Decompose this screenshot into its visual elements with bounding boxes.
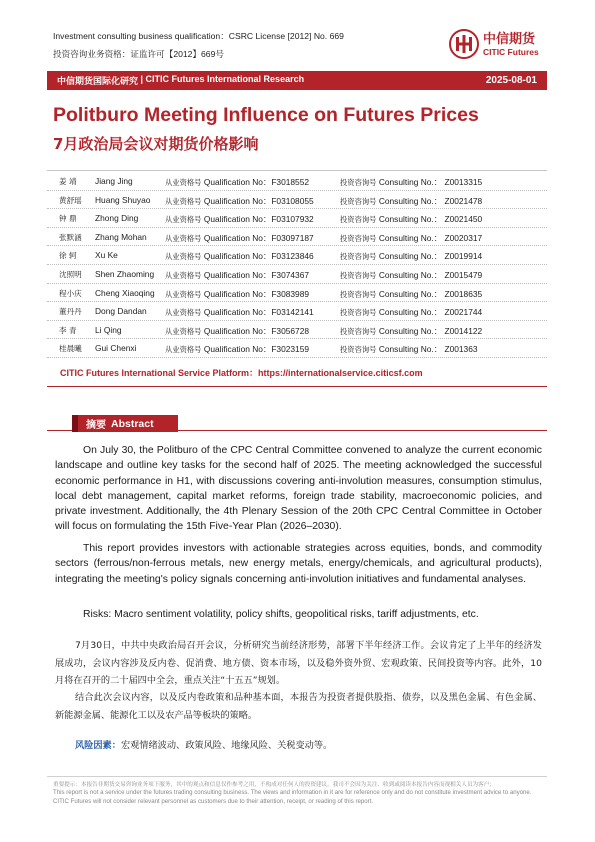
analyst-qualification: 从业资格号 Qualification No：F3083989 [165,288,310,299]
analyst-name-cn: 张默涵 [59,232,82,242]
abstract-cn-paragraph-1: 7月30日，中共中央政治局召开会议，分析研究当前经济形势，部署下半年经济工作。会议肯定了上半年的经济发展成功，会议内容涉及反内卷、促消费、地方债、资本市场，以及稳外资外贸、宏观政策、民间投资等内容。此外，10月将在召开的二十届四中全会，重点关注“十五五”规划。 [55,640,542,686]
analyst-consulting: 投资咨询号 Consulting No.： Z0013315 [340,177,483,187]
analyst-row [47,246,547,265]
analyst-consulting: 投资咨询号 Consulting No.： Z0014122 [340,325,483,336]
analyst-row [47,302,547,321]
analyst-consulting: 投资咨询号 Consulting No.： Z0021744 [340,307,483,318]
platform-link[interactable]: CITIC Futures International Service Platform：https://internationalservice.citicsf.com [60,368,423,378]
report-title-en: Politburo Meeting Influence on Futures Prices [53,104,479,126]
abstract-tab-edge [72,415,78,432]
citic-futures-logo [449,27,559,61]
analyst-name-en: Dong Dandan [95,306,147,317]
analyst-consulting: 投资咨询号 Consulting No.： Z0021450 [340,214,483,225]
abstract-tab-en: Abstract [111,417,154,430]
disclaimer [53,781,543,806]
analyst-name-en: Cheng Xiaoqing [95,287,155,298]
abstract-risks: Risks: Macro sentiment volatility, policy shifts, geopolitical risks, tariff adjustments, etc. [83,609,479,620]
analyst-row [47,321,547,340]
analyst-name-cn: 钟 鼎 [59,214,77,224]
abstract-paragraph-1: On July 30, the Politburo of the CPC Central Committee convened to analyze the current economic landscape and outline key tasks for the second half of 2025. The meeting acknowledged the successful economic performance in H1, with discussions covering anti-involution measures, consumption stimulus, local debt management, capital market reforms, foreign trade stability, macroeconomic policies, and private investment. Additionally, the 4th Plenary Session of the 20th CPC Central Committee in October will focus on formulating the 15th Five-Year Plan (2026–2030). [55,445,542,533]
footer-rule [47,776,547,777]
analyst-name-en: Gui Chenxi [95,343,137,354]
analyst-qualification: 从业资格号 Qualification No：F3056728 [165,325,310,336]
analyst-row [47,284,547,303]
analyst-consulting: 投资咨询号 Consulting No.： Z001363 [340,344,478,355]
analyst-name-en: Shen Zhaoming [95,268,155,279]
analyst-row [47,339,547,358]
abstract-tab-cn: 摘要 [86,420,106,431]
analyst-list [47,172,547,358]
analyst-row [47,265,547,284]
analyst-qualification: 从业资格号 Qualification No：F03123846 [165,251,314,262]
analyst-consulting: 投资咨询号 Consulting No.： Z0021478 [340,195,483,206]
analyst-row [47,209,547,228]
abstract-paragraph-2: This report provides investors with actionable strategies across equities, bonds, and commodity sectors (ferrous/non-ferrous metals, new energy metals, energy/chemicals, and agricultural products), integrating the meeting's policy signals concerning anti-involution initiatives and fundamental analyses. [55,543,542,585]
analyst-name-cn: 桂晨曦 [59,344,82,354]
analyst-name-en: Zhang Mohan [95,231,147,242]
analyst-name-cn: 李 青 [59,325,77,335]
logo-en-text: CITIC Futures [483,46,539,57]
analyst-consulting: 投资咨询号 Consulting No.： Z0018635 [340,288,483,299]
analyst-qualification: 从业资格号 Qualification No：F03142141 [165,307,314,318]
report-title-cn: 7月政治局会议对期货价格影响 [53,135,259,153]
analyst-name-en: Jiang Jing [95,176,133,186]
disclaimer-cn: 重要提示：本报告非期货交易咨询业务项下服务，其中的观点和信息仅作参考之用，不构成对任何人的投资建议。我司不会因为关注、收到或阅读本报告内容而视相关人员为客户； [53,782,495,788]
analyst-qualification: 从业资格号 Qualification No：F03097187 [165,232,314,243]
analyst-name-en: Huang Shuyao [95,194,151,205]
analyst-name-cn: 程小庆 [59,288,82,298]
banner-title-en: CITIC Futures International Research [145,74,305,84]
analyst-name-en: Zhong Ding [95,213,139,224]
analyst-name-en: Li Qing [95,324,122,335]
analyst-qualification: 从业资格号 Qualification No：F3018552 [165,177,310,187]
analyst-qualification: 从业资格号 Qualification No：F3023159 [165,344,310,355]
abstract-cn-risks [55,737,542,755]
logo-cn-text: 中信期货 [483,31,536,47]
analyst-consulting: 投资咨询号 Consulting No.： Z0020317 [340,232,483,243]
title-divider [47,170,547,171]
qualification-en: Investment consulting business qualification：CSRC License [2012] No. 669 [53,31,344,41]
analyst-consulting: 投资咨询号 Consulting No.： Z0015479 [340,269,483,280]
risk-factors-text: 宏观情绪波动、政策风险、地缘风险、关税变动等。 [120,740,333,751]
analyst-name-cn: 黄舒瑶 [59,195,82,205]
banner-separator: | [138,74,146,84]
abstract-tab [72,415,178,432]
analyst-name-cn: 董丹丹 [59,307,82,317]
disclaimer-en: This report is not a service under the futures trading consulting business. The views and information in it are for reference only and do not constitute investment advice to anyone. CITIC Futures will not consider relevant personnel as customers due to their attention, receipt, or reading of this report. [53,789,532,805]
analyst-name-cn: 徐 轲 [59,251,77,261]
analyst-row [47,228,547,247]
analyst-consulting: 投资咨询号 Consulting No.： Z0019914 [340,251,483,262]
analyst-name-cn: 姜 靖 [59,177,77,186]
risk-factors-label: 风险因素： [75,740,121,751]
abstract-cn-paragraph-2: 结合此次会议内容，以及反内卷政策和品种基本面，本报告为投资者提供股指、债券，以及黑色金属、有色金属、新能源金属、能源化工以及农产品等板块的策略。 [55,692,542,721]
analyst-row [47,172,547,191]
banner-title-cn: 中信期货国际化研究 [57,77,139,87]
analyst-row [47,191,547,210]
analyst-name-en: Xu Ke [95,250,118,261]
analyst-qualification: 从业资格号 Qualification No：F3074367 [165,269,310,280]
citic-logo-icon [449,29,479,59]
qualification-cn: 投资咨询业务资格：证监许可【2012】669号 [53,49,224,59]
research-banner [47,71,547,90]
analyst-qualification: 从业资格号 Qualification No：F03107932 [165,214,314,225]
analyst-name-cn: 沈照明 [59,269,82,279]
analyst-qualification: 从业资格号 Qualification No：F03108055 [165,195,314,206]
report-date: 2025-08-01 [485,75,537,86]
platform-divider [47,386,547,387]
